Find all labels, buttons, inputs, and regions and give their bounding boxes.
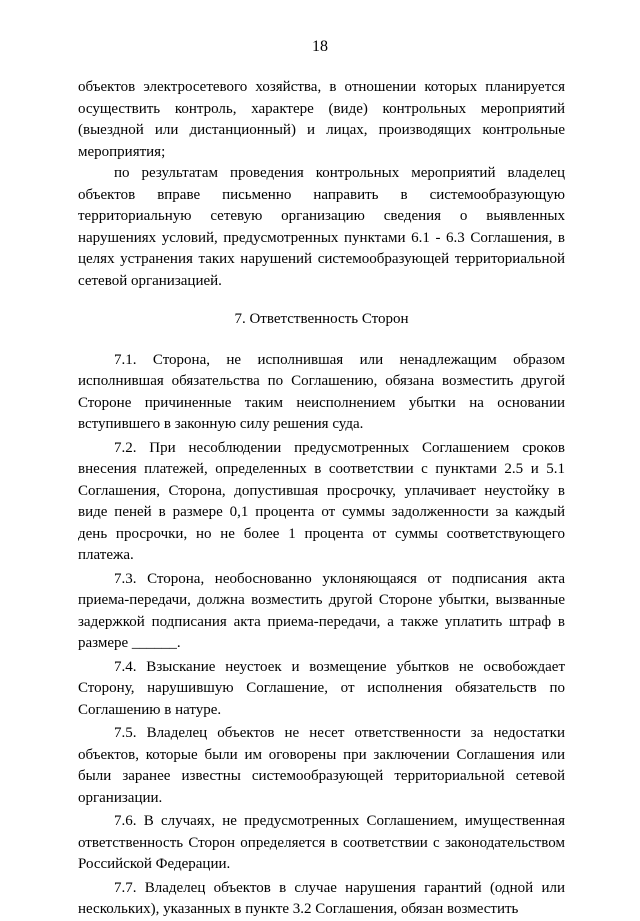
paragraph-control-results: по результатам проведения контрольных мероприятий владелец объектов вправе письменно направить в системообразующую территориальную сетевую организацию сведения о выявленных нарушениях условий, предусмотренных пунктами 6.1 - 6.3 Соглашения, в целях устранения таких нарушений системообразующей территориальной сетевой организацией.: [78, 165, 565, 289]
clause-7-2: 7.2. При несоблюдении предусмотренных Соглашением сроков внесения платежей, определенных в соответствии с пунктами 2.5 и 5.1 Соглашения, Сторона, допустившая просрочку, уплачивает неустойку в виде пеней в размере 0,1 процента от суммы задолженности за каждый день просрочки, но не более 1 процента от суммы соответствующего платежа.: [78, 439, 565, 563]
clause-7-4: 7.4. Взыскание неустоек и возмещение убытков не освобождает Сторону, нарушившую Соглашение, от исполнения обязательств по Соглашению в натуре.: [78, 658, 565, 718]
clause-7-1: 7.1. Сторона, не исполнившая или ненадлежащим образом исполнившая обязательства по Соглашению, обязана возместить другой Стороне причиненные таким неисполнением убытки на основании вступившего в законную силу решения суда.: [78, 351, 565, 432]
clause-7-7: 7.7. Владелец объектов в случае нарушения гарантий (одной или нескольких), указанных в пункте 3.2 Соглашения, обязан возместить: [78, 879, 565, 917]
page-number: 18: [312, 38, 328, 55]
clause-7-5: 7.5. Владелец объектов не несет ответственности за недостатки объектов, которые были им оговорены при заключении Соглашения или были заранее известны системообразующей территориальной сетевой организации.: [78, 725, 565, 806]
clause-7-6: 7.6. В случаях, не предусмотренных Соглашением, имущественная ответственность Сторон определяется в соответствии с законодательством Российской Федерации.: [78, 813, 565, 872]
paragraph-continuation: объектов электросетевого хозяйства, в отношении которых планируется осуществить контроль, характере (виде) контрольных мероприятий (выездной или дистанционный) и лицах, производящих контрольные мероприятия;: [78, 79, 565, 160]
clause-7-3: 7.3. Сторона, необоснованно уклоняющаяся от подписания акта приема-передачи, должна возместить другой Стороне убытки, вызванные задержкой подписания акта приема-передачи, а также уплатить штраф в размере ______.: [78, 570, 565, 651]
document-body: [78, 77, 565, 921]
section-title: 7. Ответственность Сторон: [234, 311, 409, 327]
